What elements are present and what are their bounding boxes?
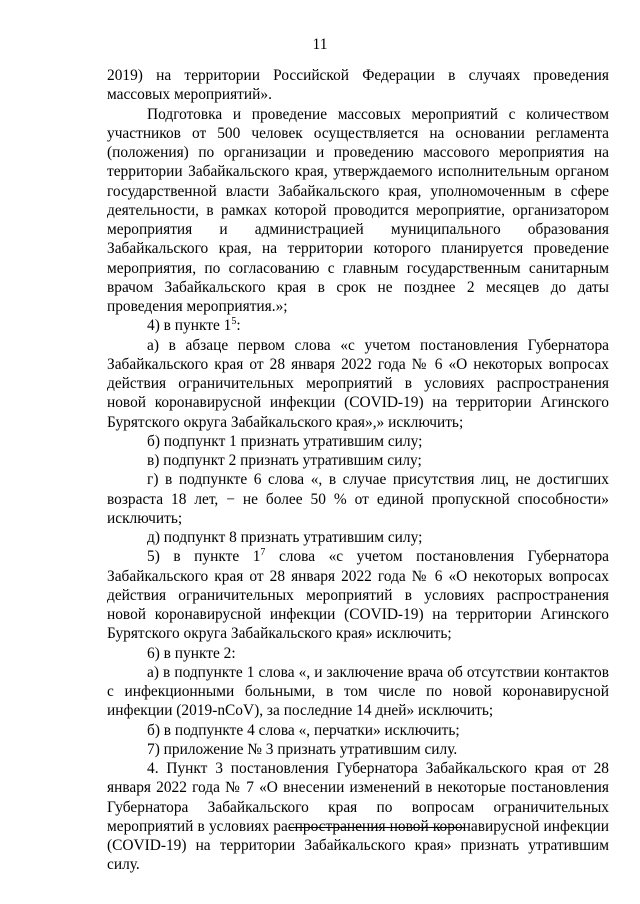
paragraph-item-5 bbox=[107, 547, 609, 643]
item-5-suffix: слова «с учетом постановления Губернатора bbox=[265, 548, 609, 566]
item-5-prefix: 5) в пункте 1 bbox=[147, 548, 261, 566]
item-4-suffix: : bbox=[236, 317, 241, 335]
paragraph-item-4 bbox=[107, 316, 609, 335]
page-number: 11 bbox=[312, 36, 328, 53]
paragraph-point-4: 4. Пункт 3 постановления Губернатора Забайкальского края от 28 января 2022 года № 7 «О внесении изменений в некоторые постановления Губернатора Забайкальского края по вопросам ограничительных мероприятий в условиях распространения новой коронавирусной инфекции (COVID-19) на территории Забайкальского края» признать утратившим силу. bbox=[107, 760, 609, 874]
end-of-document-rule bbox=[289, 827, 465, 828]
paragraph-item-4c: в) подпункт 2 признать утратившим силу; bbox=[147, 452, 422, 469]
paragraph-item-4d: г) в подпункте 6 слова «, в случае присутствия лиц, не достигших возраста 18 лет, − не более 50 % от единой пропускной способности» исключить; bbox=[107, 471, 609, 527]
item-4-prefix: 4) в пункте 1 bbox=[147, 317, 232, 335]
paragraph-item-7: 7) приложение № 3 признать утратившим силу. bbox=[147, 740, 458, 758]
paragraph-item-4a: а) в абзаце первом слова «с учетом постановления Губернатора Забайкальского края от 28 января 2022 года № 6 «О некоторых вопросах действия ограничительных мероприятий в условиях распространения новой коронавирусной инфекции (COVID-19) на территории Агинского Бурятского округа Забайкальского края»,» исключить; bbox=[107, 336, 609, 431]
paragraph-item-6a: а) в подпункте 1 слова «, и заключение врача об отсутствии контактов с инфекционными больными, в том числе по новой коронавирусной инфекции (2019-nCoV), за последние 14 дней» исключить; bbox=[107, 663, 609, 720]
paragraph-item-4b: б) подпункт 1 признать утратившим силу; bbox=[147, 432, 423, 450]
item-5-continuation: Забайкальского края от 28 января 2022 года № 6 «О некоторых вопросах действия ограничительных мероприятий в условиях распространения новой коронавирусной инфекции (COVID-19) на территории Агинского Бурятского округа Забайкальского края» исключить; bbox=[107, 567, 609, 643]
paragraph-continuation: 2019) на территории Российской Федерации в случаях проведения массовых мероприятий». bbox=[107, 67, 609, 104]
paragraph-mass-events: Подготовка и проведение массовых мероприятий с количеством участников от 500 человек осуществляется на основании регламента (положения) по организации и проведению массового мероприятия на территории Забайкальского края, утверждаемого исполнительным органом государственной власти Забайкальского края, уполномоченным в сфере деятельности, в рамках которой проводится мероприятие, организатором мероприятия и администрацией муниципального образования Забайкальского края, на территории которого планируется проведение мероприятия, по согласованию с главным государственным санитарным врачом Забайкальского края в срок не позднее 2 месяцев до даты проведения мероприятия.»; bbox=[107, 105, 609, 315]
paragraph-item-6: 6) в пункте 2: bbox=[147, 644, 236, 662]
paragraph-item-4e: д) подпункт 8 признать утратившим силу; bbox=[147, 529, 423, 546]
item-5-superscript: 7 bbox=[260, 547, 266, 559]
document-body bbox=[107, 66, 609, 875]
paragraph-item-6b: б) в подпункте 4 слова «, перчатки» исключить; bbox=[147, 721, 460, 739]
item-4-superscript: 5 bbox=[231, 316, 237, 328]
